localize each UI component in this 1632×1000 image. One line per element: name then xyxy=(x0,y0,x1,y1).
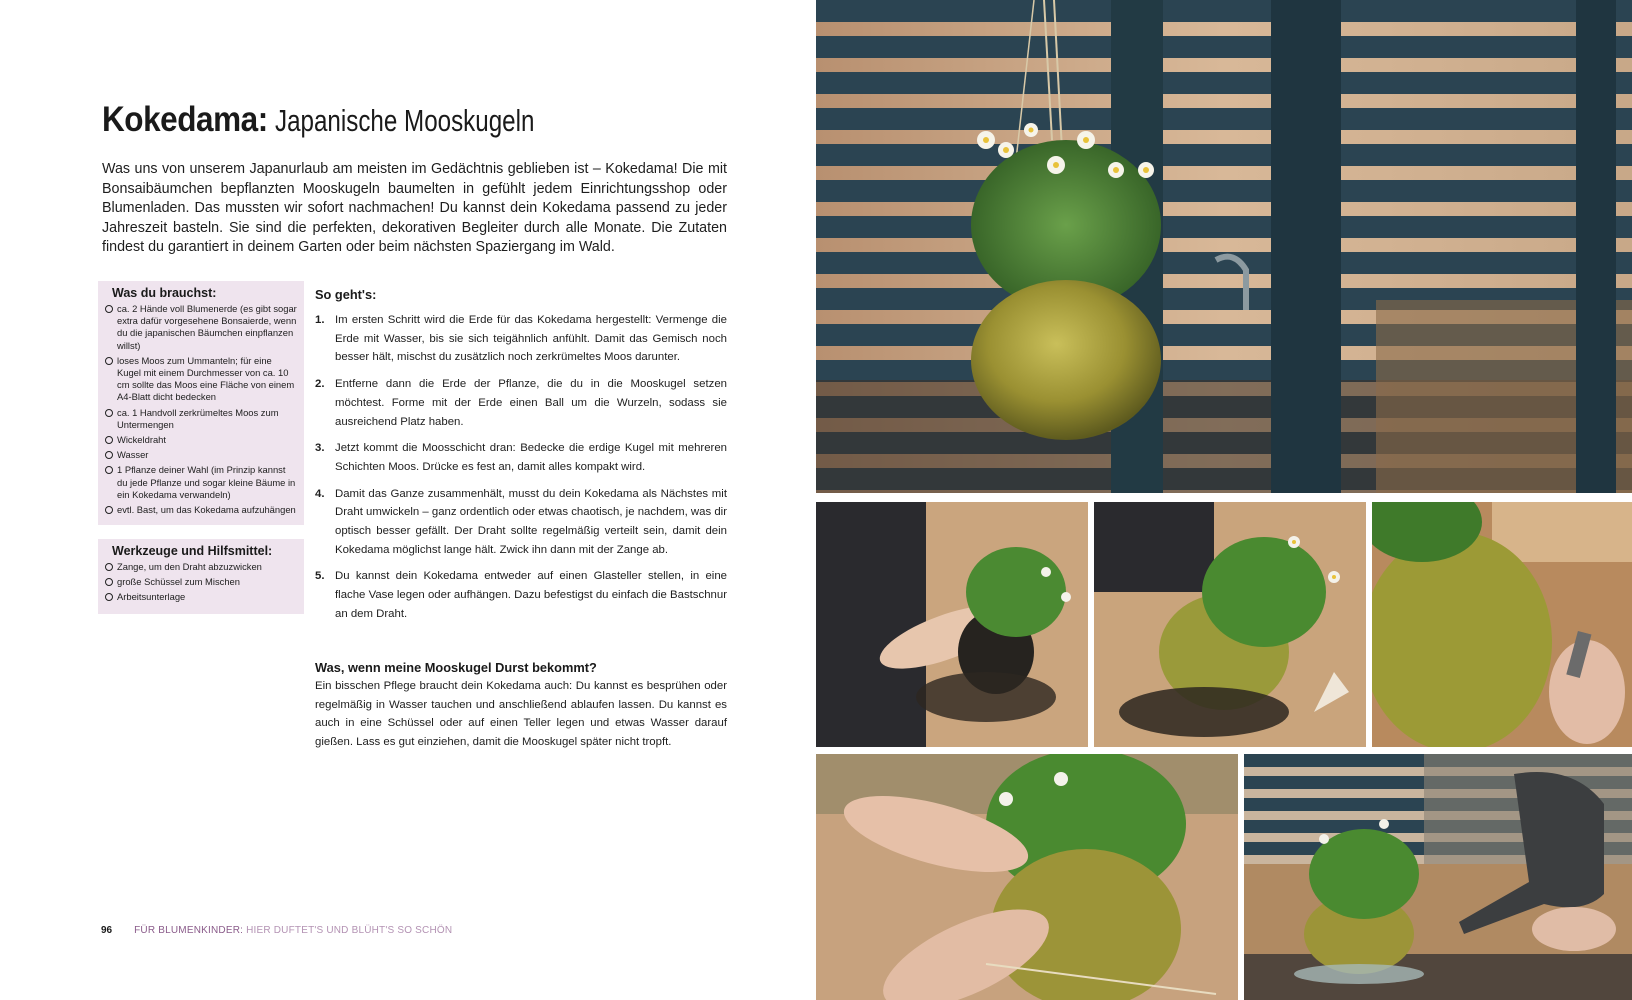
photo-covering-with-moss-image xyxy=(1094,502,1366,747)
checkbox-circle-icon xyxy=(105,436,113,444)
tools-box xyxy=(98,539,304,614)
step-number: 4. xyxy=(315,487,325,500)
page-number: 96 xyxy=(101,925,113,936)
material-item: ca. 1 Handvoll zerkrümeltes Moos zum Untermengen xyxy=(104,407,298,431)
step-text: Damit das Ganze zusammenhält, musst du dein Kokedama als Nächstes mit Draht umwickeln – ganz ordentlich oder etwas chaotisch, je nachdem, was dir optisch besser gefällt. Der Draht sollte regelmäßig verteilt sein, damit dein Kokedama möglichst lange hält. Zwick ihn dann mit der Zange ab. xyxy=(335,487,727,556)
step-item xyxy=(315,439,727,476)
step-number: 2. xyxy=(315,378,325,391)
checkbox-circle-icon xyxy=(105,305,113,313)
checkbox-circle-icon xyxy=(105,357,113,365)
material-item: loses Moos zum Ummanteln; für eine Kugel mit einem Durchmesser von ca. 10 cm sollte das Moos eine Fläche von einem A4-Blatt dicht bedecken xyxy=(104,355,298,404)
photo-closeup-tying-bast-image xyxy=(816,754,1238,1000)
page-footer xyxy=(101,925,452,937)
photo-shaping-soil-ball-image xyxy=(816,502,1088,747)
care-tip-section xyxy=(315,659,727,751)
photo-hanging-kokedama-image xyxy=(816,0,1632,493)
materials-box xyxy=(98,281,304,525)
care-tip-text: Ein bisschen Pflege braucht dein Kokedama auch: Du kannst es besprühen oder regelmäßig in Wasser tauchen und anschließend ablaufen lassen. Du kannst es auch in eine Schüssel oder auf einen Teller legen und etwas Wasser darauf gießen. Lass es gut einziehen, damit die Mooskugel später nicht tropft. xyxy=(315,680,727,748)
materials-list xyxy=(104,303,298,516)
tool-item: Arbeitsunterlage xyxy=(104,591,298,603)
instructions-heading: So geht's: xyxy=(315,287,377,302)
right-page-photo-collage xyxy=(816,0,1632,1000)
footer-section-label: FÜR BLUMENKINDER: xyxy=(134,925,244,936)
photo-closeup-tying-bast xyxy=(816,754,1238,1000)
step-item xyxy=(315,485,727,560)
material-item: evtl. Bast, um das Kokedama aufzuhängen xyxy=(104,504,298,516)
material-item: 1 Pflanze deiner Wahl (im Prinzip kannst du jede Pflanze und sogar kleine Bäume in ein Kokedama verwandeln) xyxy=(104,464,298,501)
checkbox-circle-icon xyxy=(105,451,113,459)
step-number: 1. xyxy=(315,314,325,326)
material-item: Wickeldraht xyxy=(104,434,298,446)
checkbox-circle-icon xyxy=(105,563,113,571)
step-item xyxy=(315,567,727,623)
materials-heading: Was du brauchst: xyxy=(112,286,217,300)
step-number: 3. xyxy=(315,442,325,455)
tools-list xyxy=(104,561,298,604)
checkbox-circle-icon xyxy=(105,578,113,586)
title-light: Japanische Mooskugeln xyxy=(275,103,535,138)
photo-hanging-kokedama xyxy=(816,0,1632,493)
tool-item: große Schüssel zum Mischen xyxy=(104,576,298,588)
photo-wrapping-wire-image xyxy=(1372,502,1632,747)
material-item: Wasser xyxy=(104,449,298,461)
checkbox-circle-icon xyxy=(105,466,113,474)
title-bold: Kokedama: xyxy=(102,100,268,139)
step-text: Jetzt kommt die Moosschicht dran: Bedecke die erdige Kugel mit mehreren Schichten Moos. Drücke es fest an, damit alles kompakt wird. xyxy=(335,442,727,473)
step-text: Im ersten Schritt wird die Erde für das Kokedama hergestellt: Vermenge die Erde mit Wasser, bis sie sich teigähnlich anfühlt. Damit das Gemisch noch besser hält, mischst du zusätzlich noch zerkrümeltes Moos darunter. xyxy=(335,314,727,364)
tool-item: Zange, um den Draht abzuzwicken xyxy=(104,561,298,573)
step-text: Du kannst dein Kokedama entweder auf einen Glasteller stellen, in eine flache Vase legen oder aufhängen. Dazu befestigst du einfach die Bastschnur an dem Draht. xyxy=(335,570,727,620)
photo-wrapping-wire xyxy=(1372,502,1632,747)
step-number: 5. xyxy=(315,570,325,583)
photo-watering-kokedama xyxy=(1244,754,1632,1000)
intro-paragraph: Was uns von unserem Japanurlaub am meisten im Gedächtnis geblieben ist – Kokedama! Die mit Bonsaibäumchen bepflanzten Mooskugeln baumelten in gefühlt jedem Einrichtungsshop oder Blumenladen. Das mussten wir sofort nachmachen! Du kannst dein Kokedama passend zu jeder Jahreszeit basteln. Sie sind die perfekten, dekorativen Begleiter durch alle Monate. Die Zutaten findest du garantiert in deinem Garten oder beim nächsten Spaziergang im Wald. xyxy=(102,161,727,256)
instructions-steps xyxy=(315,311,727,624)
footer-section-subtitle: HIER DUFTET'S UND BLÜHT'S SO SCHÖN xyxy=(243,925,453,936)
tools-heading: Werkzeuge und Hilfsmittel: xyxy=(112,544,273,558)
material-item: ca. 2 Hände voll Blumenerde (es gibt sogar extra dafür vorgesehene Bonsaierde, wenn du die japanischen Bäumchen einpflanzen willst) xyxy=(104,303,298,352)
page-title xyxy=(102,96,608,145)
step-item xyxy=(315,375,727,431)
checkbox-circle-icon xyxy=(105,409,113,417)
instructions-section xyxy=(315,287,727,632)
photo-covering-with-moss xyxy=(1094,502,1366,747)
step-item xyxy=(315,311,727,367)
photo-shaping-soil-ball xyxy=(816,502,1088,747)
checkbox-circle-icon xyxy=(105,506,113,514)
checkbox-circle-icon xyxy=(105,593,113,601)
care-tip-heading: Was, wenn meine Mooskugel Durst bekommt? xyxy=(315,660,597,675)
photo-watering-kokedama-image xyxy=(1244,754,1632,1000)
step-text: Entferne dann die Erde der Pflanze, die du in die Mooskugel setzen möchtest. Forme mit der Erde einen Ball um die Wurzeln, sodass sie ausreichend Platz haben. xyxy=(335,378,727,428)
